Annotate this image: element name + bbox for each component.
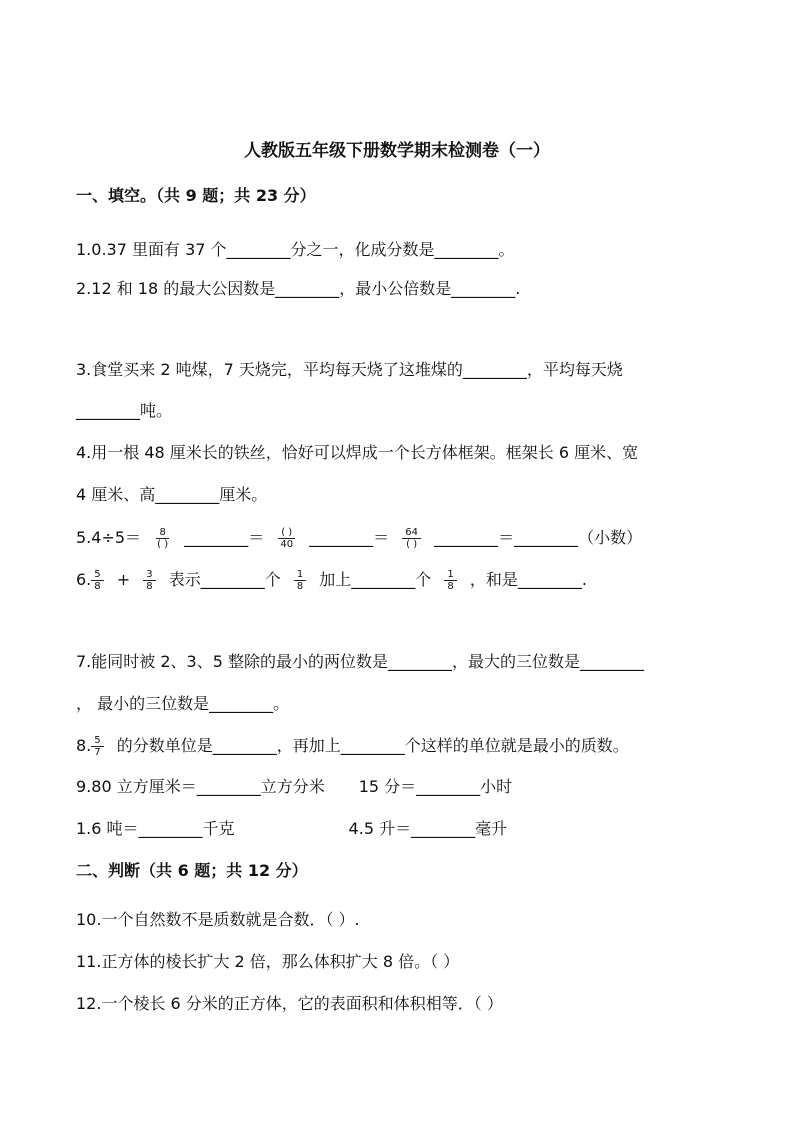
question-6 (76, 569, 587, 592)
question-3-line-2: ________吨。 (76, 401, 173, 420)
question-9-line-2 (76, 819, 507, 839)
question-1: 1.0.37 里面有 37 个________分之一，化成分数是________。 (76, 240, 515, 259)
q6-fraction-2-denominator: 8 (146, 581, 153, 592)
q6-fraction-3-denominator: 8 (296, 581, 304, 592)
question-3-line-1: 3.食堂买来 2 吨煤，7 天烧完，平均每天烧了这堆煤的________，平均每天烧 (76, 360, 623, 379)
q5-fraction-2-denominator: 40 (280, 539, 294, 550)
q5-fraction-3 (402, 527, 421, 550)
q6-fraction-1-denominator: 8 (94, 581, 101, 592)
q9-item-capacity: 4.5 升＝________毫升 (348, 819, 508, 838)
question-11: 11.正方体的棱长扩大 2 倍，那么体积扩大 8 倍。（ ） (76, 952, 460, 971)
question-9-line-1 (76, 777, 512, 797)
q6-fraction-4 (444, 569, 456, 592)
q6-segment-3: ，和是________. (469, 570, 587, 589)
q8-fraction-numerator: 5 (91, 735, 103, 747)
q5-fraction-3-numerator: 64 (402, 527, 421, 539)
q8-start: 8. (76, 736, 92, 755)
question-4-line-1: 4.用一根 48 厘米长的铁丝，恰好可以焊成一个长方体框架。框架长 6 厘米、宽 (76, 443, 639, 462)
q9-item-volume: 9.80 立方厘米＝________立方分米 (76, 777, 325, 796)
q6-fraction-4-numerator: 1 (444, 569, 456, 581)
question-12: 12.一个棱长 6 分米的正方体，它的表面积和体积相等．（ ） (76, 994, 503, 1013)
section-heading-fill-blank: 一、填空。（共 9 题；共 23 分） (76, 186, 316, 205)
q5-fraction-1-denominator: ( ) (157, 539, 169, 550)
q6-fraction-3 (294, 569, 306, 592)
q6-fraction-3-numerator: 1 (294, 569, 306, 581)
q9-item-mass: 1.6 吨＝________千克 (76, 819, 235, 838)
q5-fraction-2 (277, 527, 296, 550)
q6-fraction-2-numerator: 3 (143, 569, 155, 581)
q5-fraction-1-numerator: 8 (156, 527, 168, 539)
q9-item-time: 15 分＝________小时 (358, 777, 513, 796)
q5-segment-3: ________＝________（小数） (434, 528, 643, 547)
q6-fraction-1 (91, 569, 103, 592)
page-title: 人教版五年级下册数学期末检测卷（一） (244, 141, 550, 161)
q6-segment-1: 表示________个 (168, 570, 281, 589)
q8-fraction (91, 735, 103, 758)
q6-plus-sign: + (116, 570, 131, 589)
q5-segment-1: ________＝ (184, 528, 265, 547)
q5-start: 5.4÷5＝ (76, 528, 142, 547)
q6-start: 6. (76, 570, 92, 589)
q6-fraction-1-numerator: 5 (91, 569, 103, 581)
q8-fraction-denominator: 7 (94, 747, 101, 758)
question-7-line-2: ， 最小的三位数是________。 (76, 694, 290, 713)
q6-fraction-4-denominator: 8 (447, 581, 454, 592)
q5-fraction-3-denominator: ( ) (406, 539, 418, 550)
q5-fraction-2-numerator: ( ) (278, 527, 295, 539)
question-10: 10.一个自然数不是质数就是合数．（ ）. (76, 910, 360, 929)
q6-segment-2: 加上________个 (319, 570, 432, 589)
q6-fraction-2 (143, 569, 155, 592)
q8-rest: 的分数单位是________，再加上________个这样的单位就是最小的质数。 (116, 736, 629, 755)
question-2: 2.12 和 18 的最大公因数是________，最小公倍数是________. (76, 279, 521, 298)
question-7-line-1: 7.能同时被 2、3、5 整除的最小的两位数是________，最大的三位数是________ (76, 652, 644, 671)
q5-fraction-1 (154, 527, 171, 550)
q5-segment-2: ________＝ (309, 528, 390, 547)
question-5 (76, 527, 642, 550)
section-heading-judge: 二、判断（共 6 题；共 12 分） (76, 861, 308, 880)
question-4-line-2: 4 厘米、高________厘米。 (76, 485, 268, 504)
question-8 (76, 735, 629, 758)
